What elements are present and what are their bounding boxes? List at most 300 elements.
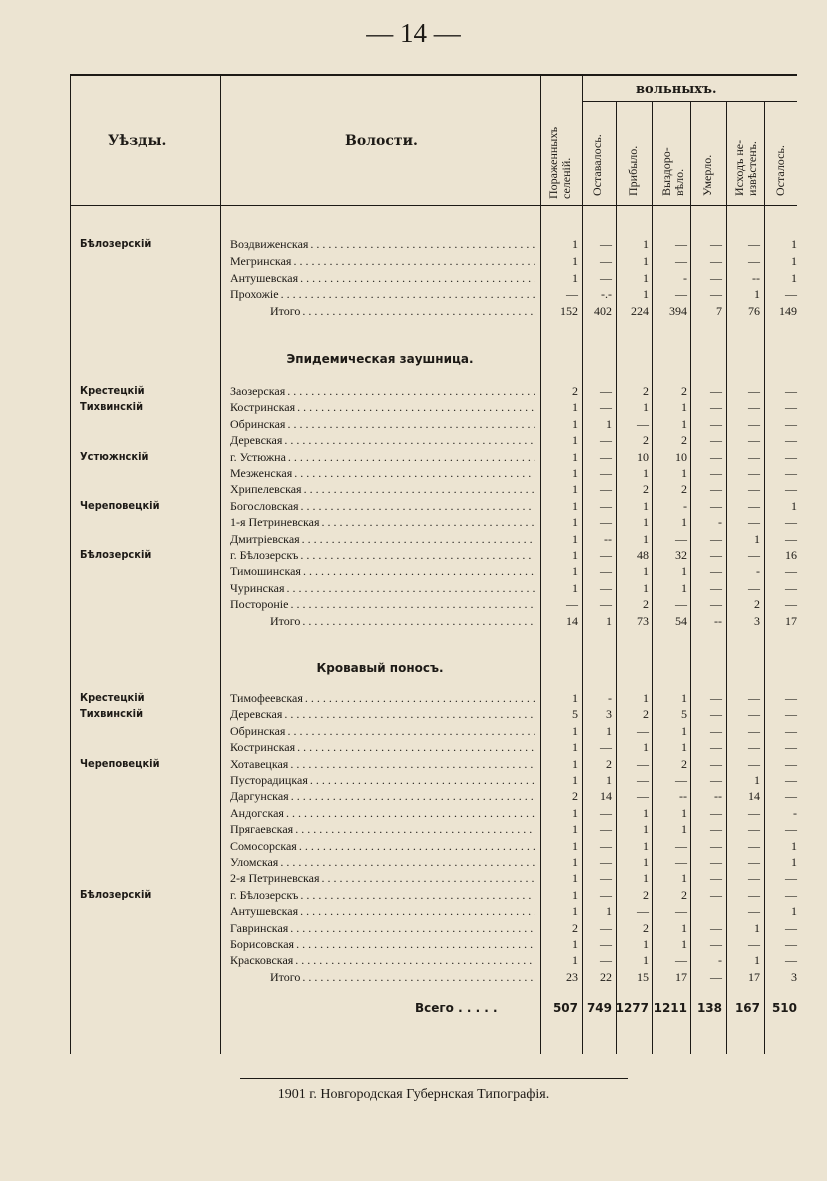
value-cell: 1 (572, 580, 578, 595)
value-cell: 1 (572, 855, 578, 869)
value-cell: — (748, 838, 760, 853)
value-cell: 1 (572, 416, 578, 431)
value-cell: 224 (631, 304, 649, 319)
volost-label (230, 921, 535, 936)
value-cell: — (785, 871, 797, 886)
label-text: 2-я Петриневская (230, 871, 320, 886)
volost-label (230, 515, 535, 530)
value-cell: 1 (681, 416, 687, 431)
table-top-rule (70, 74, 797, 76)
footer-printer-imprint: 1901 г. Новгородская Губернская Типографія. (277, 1087, 550, 1102)
value-cell: 1 (572, 740, 578, 755)
value-cell: 15 (637, 969, 649, 984)
table-row (0, 515, 827, 531)
value-cell: — (748, 756, 760, 771)
value-cell: — (710, 270, 722, 285)
vsego-row (0, 1001, 827, 1017)
value-cell: — (710, 384, 722, 398)
value-cell: 1 (754, 920, 760, 935)
value-cell: 394 (669, 304, 687, 319)
value-cell: — (785, 433, 797, 448)
value-cell: 1 (681, 805, 687, 820)
value-cell: 1 (572, 531, 578, 546)
value-cell: 2 (572, 384, 578, 398)
table-row (0, 271, 827, 287)
label-text: Костринская (230, 740, 296, 755)
value-cell: — (785, 707, 797, 722)
value-cell: 2 (643, 887, 649, 902)
itogo-row (0, 304, 827, 320)
value-cell: 1 (643, 871, 649, 886)
itogo-row (0, 614, 827, 630)
table-row (0, 417, 827, 433)
uezd-label: Бѣлозерскій (80, 237, 152, 250)
value-cell: -- (752, 270, 760, 285)
value-cell: — (600, 822, 612, 837)
value-cell: 22 (600, 969, 612, 984)
value-cell: — (637, 904, 649, 919)
value-cell: — (710, 773, 722, 787)
value-cell: 14 (566, 613, 578, 628)
value-cell: — (785, 920, 797, 935)
value-cell: — (600, 498, 612, 513)
value-cell: — (785, 384, 797, 398)
vsego-value-cell: 507 (552, 1001, 578, 1015)
table-row (0, 871, 827, 887)
table-row (0, 806, 827, 822)
label-text: Дмитріевская (230, 531, 300, 546)
value-cell: 1 (572, 466, 578, 480)
value-cell: — (785, 822, 797, 837)
table-row (0, 773, 827, 789)
table-row (0, 532, 827, 548)
volost-label (230, 806, 535, 821)
volost-label (230, 822, 535, 837)
value-cell: — (785, 887, 797, 902)
value-cell: 1 (572, 253, 578, 268)
value-cell: 1 (643, 953, 649, 968)
label-text: Красковская (230, 953, 294, 968)
value-cell: — (600, 920, 612, 935)
value-cell: 17 (675, 969, 687, 984)
table-header-rule (70, 205, 797, 206)
table-row (0, 937, 827, 953)
value-cell: - (683, 270, 687, 285)
label-text: Прягаевская (230, 822, 294, 837)
value-cell: — (600, 433, 612, 448)
table-row (0, 548, 827, 564)
volost-label (230, 548, 535, 563)
value-cell: 1 (791, 855, 797, 869)
footer-ornament-rule (240, 1078, 628, 1085)
value-cell: 1 (606, 723, 612, 738)
value-cell: — (710, 498, 722, 513)
value-cell: — (785, 773, 797, 787)
table-row (0, 237, 827, 253)
label-text: Даргунская (230, 789, 289, 804)
value-cell: — (710, 400, 722, 415)
table-row (0, 450, 827, 466)
value-cell: — (785, 937, 797, 951)
value-cell: — (710, 237, 722, 251)
value-cell: 10 (675, 449, 687, 464)
header-vyzdorovelo: Выздоро- вѣло. (659, 147, 686, 196)
table-row (0, 400, 827, 416)
label-text: Андогская (230, 805, 284, 820)
value-cell: — (710, 969, 722, 984)
value-cell: — (785, 449, 797, 464)
header-iskhod: Исходъ не- извѣстенъ. (732, 139, 759, 196)
value-cell: — (748, 253, 760, 268)
value-cell: — (748, 237, 760, 251)
value-cell: 1 (643, 400, 649, 415)
table-row (0, 839, 827, 855)
value-cell: — (785, 953, 797, 968)
value-cell: — (600, 482, 612, 497)
volost-label (230, 855, 535, 870)
value-cell: — (600, 449, 612, 464)
table-row (0, 564, 827, 580)
value-cell: 1 (572, 449, 578, 464)
volost-label (230, 937, 535, 952)
volost-label (230, 904, 535, 919)
value-cell: — (785, 287, 797, 302)
value-cell: 1 (643, 515, 649, 530)
value-cell: — (710, 597, 722, 612)
value-cell: — (710, 691, 722, 705)
value-cell: 14 (600, 789, 612, 804)
value-cell: — (748, 433, 760, 448)
value-cell: 2 (681, 756, 687, 771)
volost-label (230, 888, 535, 903)
value-cell: — (675, 838, 687, 853)
value-cell: — (748, 707, 760, 722)
label-text: г. Устюжна (230, 449, 286, 464)
value-cell: 76 (748, 304, 760, 319)
header-porazhennykh: Пораженныхъ селеній. (546, 126, 573, 199)
label-text: Деревская (230, 707, 283, 722)
value-cell: 1 (606, 416, 612, 431)
value-cell: — (748, 515, 760, 530)
value-cell: 2 (643, 707, 649, 722)
value-cell: 1 (643, 691, 649, 705)
label-text: Мезженская (230, 466, 293, 480)
value-cell: 1 (643, 580, 649, 595)
value-cell: 2 (643, 597, 649, 612)
value-cell: 1 (606, 613, 612, 628)
value-cell: 1 (643, 270, 649, 285)
value-cell: — (710, 723, 722, 738)
value-cell: — (710, 871, 722, 886)
value-cell: -- (679, 789, 687, 804)
label-text: Борисовская (230, 937, 295, 951)
value-cell: 1 (572, 953, 578, 968)
volost-label (230, 564, 535, 579)
value-cell: — (748, 449, 760, 464)
value-cell: 1 (643, 564, 649, 579)
value-cell: 1 (681, 871, 687, 886)
volost-label (230, 466, 535, 481)
value-cell: — (748, 723, 760, 738)
value-cell: 1 (572, 691, 578, 705)
value-cell: — (675, 597, 687, 612)
volost-label (230, 237, 535, 252)
value-cell: — (710, 287, 722, 302)
value-cell: 2 (754, 597, 760, 612)
value-cell: — (710, 482, 722, 497)
value-cell: 3 (791, 969, 797, 984)
value-cell: 1 (681, 466, 687, 480)
value-cell: — (600, 237, 612, 251)
value-cell: 1 (791, 253, 797, 268)
value-cell: 1 (643, 822, 649, 837)
uezd-label: Череповецкій (80, 498, 160, 512)
header-volosti: Волости. (345, 133, 418, 149)
label-text: Обринская (230, 723, 286, 738)
value-cell: — (710, 531, 722, 546)
value-cell: — (600, 270, 612, 285)
volost-label (230, 597, 535, 612)
value-cell: 1 (572, 937, 578, 951)
itogo-row (0, 970, 827, 986)
uezd-label: Бѣлозерскій (80, 887, 152, 901)
value-cell: 1 (572, 822, 578, 837)
volost-label (230, 400, 535, 415)
value-cell: 2 (572, 789, 578, 804)
volost-label (230, 691, 535, 706)
value-cell: 1 (572, 433, 578, 448)
value-cell: 402 (594, 304, 612, 319)
value-cell: 1 (606, 773, 612, 787)
label-text: Воздвиженская (230, 237, 309, 251)
section-title-zaushnitsa: Эпидемическая заушница. (286, 352, 474, 366)
uezd-label: Тихвинскій (80, 707, 144, 721)
value-cell: — (600, 953, 612, 968)
label-text: Гавринская (230, 920, 289, 935)
label-text: Обринская (230, 416, 286, 431)
value-cell: -.- (601, 287, 612, 302)
value-cell: — (600, 805, 612, 820)
value-cell: — (600, 253, 612, 268)
table-row (0, 921, 827, 937)
table-row (0, 287, 827, 303)
table-row (0, 822, 827, 838)
value-cell: — (600, 740, 612, 755)
value-cell: — (785, 515, 797, 530)
uezd-label: Устюжнскій (80, 449, 149, 463)
value-cell: 1 (572, 482, 578, 497)
value-cell: 1 (791, 270, 797, 285)
table-row (0, 433, 827, 449)
value-cell: 2 (681, 384, 687, 398)
value-cell: — (600, 400, 612, 415)
value-cell: - (608, 691, 612, 705)
value-cell: 73 (637, 613, 649, 628)
volost-label (230, 271, 535, 286)
value-cell: 1 (643, 253, 649, 268)
label-text: Посторонiе (230, 597, 289, 612)
value-cell: 1 (606, 904, 612, 919)
value-cell: — (675, 904, 687, 919)
table-row (0, 740, 827, 756)
volost-label (230, 724, 535, 739)
table-row (0, 499, 827, 515)
value-cell: 1 (643, 287, 649, 302)
uezd-label: Череповецкій (80, 756, 160, 770)
value-cell: — (785, 580, 797, 595)
value-cell: 1 (643, 531, 649, 546)
value-cell: 149 (779, 304, 797, 319)
volost-label (230, 773, 535, 788)
value-cell: 1 (754, 531, 760, 546)
value-cell: — (748, 466, 760, 480)
value-cell: — (748, 580, 760, 595)
value-cell: 48 (637, 548, 649, 562)
value-cell: 23 (566, 969, 578, 984)
volost-label (230, 433, 535, 448)
value-cell: — (637, 773, 649, 787)
value-cell: 2 (681, 887, 687, 902)
value-cell: - (756, 564, 760, 579)
table-row (0, 953, 827, 969)
value-cell: — (785, 597, 797, 612)
value-cell: — (600, 597, 612, 612)
volost-label (230, 839, 535, 854)
value-cell: 1 (643, 740, 649, 755)
value-cell: — (710, 433, 722, 448)
table-row (0, 724, 827, 740)
value-cell: 1 (681, 400, 687, 415)
label-text: Сомосорская (230, 838, 297, 853)
header-ostavalos: Оставалось. (590, 134, 604, 196)
label-text: Итого (270, 613, 301, 628)
value-cell: 1 (754, 953, 760, 968)
value-cell: 1 (572, 237, 578, 251)
value-cell: 5 (572, 707, 578, 722)
value-cell: — (710, 805, 722, 820)
value-cell: — (785, 740, 797, 755)
label-text: Хотавецкая (230, 756, 289, 771)
value-cell: — (748, 871, 760, 886)
value-cell: — (600, 855, 612, 869)
value-cell: — (675, 253, 687, 268)
value-cell: — (675, 953, 687, 968)
value-cell: 14 (748, 789, 760, 804)
value-cell: — (748, 937, 760, 951)
value-cell: 3 (754, 613, 760, 628)
value-cell: 1 (572, 270, 578, 285)
value-cell: 1 (572, 904, 578, 919)
value-cell: — (710, 822, 722, 837)
vsego-value-cell: 167 (734, 1001, 760, 1015)
label-text: Чуринская (230, 580, 285, 595)
table-row (0, 707, 827, 723)
value-cell: 32 (675, 548, 687, 562)
value-cell: — (600, 515, 612, 530)
value-cell: 1 (572, 498, 578, 513)
value-cell: 1 (791, 498, 797, 513)
value-cell: 3 (606, 707, 612, 722)
value-cell: 10 (637, 449, 649, 464)
volost-label (230, 287, 535, 302)
label-text: г. Бѣлозерскъ (230, 887, 299, 902)
value-cell: 1 (572, 871, 578, 886)
header-umerlo: Умерло. (700, 154, 714, 196)
value-cell: — (710, 838, 722, 853)
value-cell: — (710, 855, 722, 869)
label-text: Уломская (230, 855, 279, 869)
value-cell: - (683, 498, 687, 513)
value-cell: 1 (643, 237, 649, 251)
value-cell: — (785, 691, 797, 705)
value-cell: — (600, 887, 612, 902)
value-cell: — (710, 416, 722, 431)
value-cell: — (748, 548, 760, 562)
value-cell: 1 (572, 805, 578, 820)
value-cell: — (785, 400, 797, 415)
value-cell: — (785, 482, 797, 497)
value-cell: — (710, 548, 722, 562)
value-cell: — (710, 937, 722, 951)
value-cell: — (675, 237, 687, 251)
table-row (0, 581, 827, 597)
value-cell: — (566, 287, 578, 302)
value-cell: — (748, 904, 760, 919)
value-cell: — (748, 691, 760, 705)
value-cell: 1 (681, 515, 687, 530)
value-cell: 17 (785, 613, 797, 628)
vsego-label: Всего . . . . . (415, 1001, 498, 1015)
label-text: г. Бѣлозерскъ (230, 548, 299, 562)
value-cell: 1 (572, 564, 578, 579)
value-cell: 7 (716, 304, 722, 319)
value-cell: 1 (754, 773, 760, 787)
value-cell: 2 (572, 920, 578, 935)
value-cell: -- (604, 531, 612, 546)
label-text: Пусторадицкая (230, 773, 308, 787)
table-row (0, 597, 827, 613)
vsego-value-cell: 749 (586, 1001, 612, 1015)
label-text: Итого (270, 304, 301, 319)
label-text: Антушевская (230, 904, 299, 919)
table-row (0, 466, 827, 482)
value-cell: — (600, 548, 612, 562)
label-text: Деревская (230, 433, 283, 448)
volost-label (230, 384, 535, 399)
table-row (0, 904, 827, 920)
value-cell: — (710, 887, 722, 902)
value-cell: 1 (643, 838, 649, 853)
value-cell: 1 (791, 838, 797, 853)
volost-label (230, 707, 535, 722)
value-cell: 1 (572, 548, 578, 562)
value-cell: — (785, 531, 797, 546)
value-cell: — (600, 384, 612, 398)
value-cell: 2 (681, 482, 687, 497)
label-text: 1-я Петриневская (230, 515, 320, 530)
value-cell: — (710, 920, 722, 935)
value-cell: — (785, 789, 797, 804)
value-cell: - (718, 515, 722, 530)
label-text: Костринская (230, 400, 296, 415)
label-text: Заозерская (230, 384, 286, 398)
table-row (0, 789, 827, 805)
header-ostalos: Осталось. (773, 145, 787, 196)
value-cell: — (785, 466, 797, 480)
value-cell: 1 (681, 580, 687, 595)
value-cell: 1 (681, 740, 687, 755)
value-cell: 1 (681, 723, 687, 738)
